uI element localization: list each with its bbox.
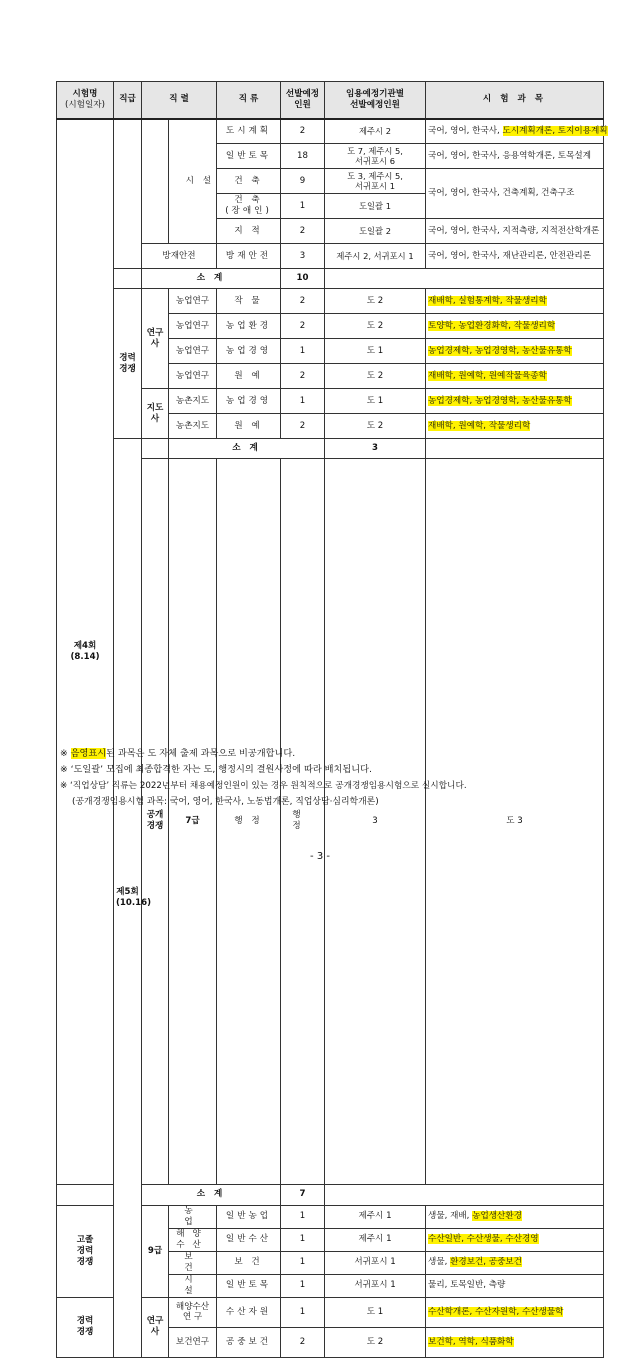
category-cell: 농촌지도 [169,389,217,414]
subject-text: 재배학, 실험통계학, 작물생리학 [428,295,547,306]
table-row [57,119,604,144]
subjects-cell [426,1228,604,1251]
agency-cell: 제주시 2, 서귀포시 1 [325,244,426,269]
class-cell: 도시계획 [217,119,281,144]
agency-cell: 도 3 [426,459,604,1185]
subtotal-value: 3 [325,439,426,459]
subject-text: 농업경제학, 농업경영학, 농산물유통학 [428,345,572,356]
subject-text: 환경보건, 공중보건 [450,1257,522,1267]
class-cell: 원 예 [217,414,281,439]
planned-cell: 2 [281,119,325,144]
agency-cell: 도 1 [325,1297,426,1327]
exam-name: 제4회 (8.14) [57,119,114,1185]
class-cell: 건 축 (장애인) [217,194,281,219]
agency-cell: 서귀포시 1 [325,1251,426,1274]
class-cell: 농업경영 [217,339,281,364]
subject-text: 국어, 영어, 한국사, 지적측량, 지적전산학개론 [428,225,600,236]
class-cell: 수산자원 [217,1297,281,1327]
note-3: ※ ‘직업상담’ 직류는 2022년부터 채용예정인원이 있는 경우 원칙적으로 공개경쟁임용시험으로 실시합니다. [60,781,467,791]
subjects-cell [426,389,604,414]
category-cell: 농업연구 [169,314,217,339]
note-4: (공개경쟁임용시험 과목: 국어, 영어, 한국사, 노동법개론, 직업상담·심리학개론) [72,797,379,807]
subjects-cell [426,119,608,144]
planned-cell: 2 [281,1327,325,1357]
subtotal-value: 7 [281,1184,325,1205]
subjects-cell [426,289,604,314]
category-cell: 해양수산 연 구 [169,1297,217,1327]
subjects-cell [426,244,604,269]
subjects-cell [426,314,604,339]
header-planned: 선발예정 인원 [281,82,325,119]
planned-cell: 1 [281,1274,325,1297]
planned-cell: 3 [281,244,325,269]
subjects-cell [426,1297,604,1327]
agency-cell: 도일괄 1 [325,194,426,219]
subject-text: 생물, [428,1257,451,1267]
planned-cell: 2 [281,219,325,244]
subject-text: 물리, 토목일반, 측량 [428,1280,506,1290]
planned-cell: 1 [281,1297,325,1327]
category-cell: 보건연구 [169,1327,217,1357]
planned-cell: 2 [281,314,325,339]
grade-cell [142,439,169,459]
agency-cell: 도 2 [325,289,426,314]
career-label: 경력 경쟁 [114,289,142,439]
grade-label: 9급 [142,1205,169,1297]
subjects-cell [426,219,604,244]
exam-table [56,81,608,1358]
planned-cell: 2 [281,414,325,439]
planned-cell: 1 [281,1205,325,1228]
class-cell: 일반토목 [217,1274,281,1297]
grade-label: 연구사 [142,1297,169,1357]
career-label: 고졸 경력 경쟁 [57,1205,114,1297]
agency-cell: 도 2 [325,314,426,339]
subject-text: 수산학개론, 수산자원학, 수산생물학 [428,1306,564,1317]
subtotal-label: 소 계 [169,439,325,459]
planned-cell: 1 [281,1228,325,1251]
subject-text: 국어, 영어, 한국사, 응용역학개론, 토목설계 [428,150,591,161]
grade-cell [114,269,142,289]
agency-cell: 도 1 [325,339,426,364]
class-cell: 보 건 [217,1251,281,1274]
category-cell: 농 업 [169,1205,217,1228]
planned-cell: 1 [281,1251,325,1274]
career-label: 경력 경쟁 [57,1297,114,1357]
header-row [57,82,604,119]
agency-cell: 제주시 1 [325,1228,426,1251]
subjects-cell [426,1251,604,1274]
agency-cell: 도일괄 2 [325,219,426,244]
category-cell: 행 정 [217,459,281,1185]
class-cell: 지 적 [217,219,281,244]
header-agency: 임용예정기관별 선발예정인원 [325,82,426,119]
header-exam: 시험명 (시험일자) [57,82,114,119]
subject-text: 농업생산환경 [472,1211,522,1221]
subject-text: 재배학, 원예학, 작물생리학 [428,420,531,431]
agency-cell: 도 3, 제주시 5, 서귀포시 1 [325,169,426,194]
category-cell: 해양수산 [169,1228,217,1251]
planned-cell: 1 [281,389,325,414]
agency-cell: 도 2 [325,414,426,439]
category-cell: 시 설 [169,1274,217,1297]
table-row [57,289,604,314]
subjects-cell [426,1274,604,1297]
class-cell: 방재안전 [217,244,281,269]
open-label: 공개 경쟁 [142,459,169,1185]
agency-cell: 도 7, 제주시 5, 서귀포시 6 [325,144,426,169]
class-cell: 작 물 [217,289,281,314]
subtotal-row [57,269,604,289]
subject-text: 생물, 재배, [428,1211,473,1221]
header-grade: 직급 [114,82,142,119]
planned-cell: 2 [281,289,325,314]
subtotal-row [57,439,604,459]
category-cell: 농업연구 [169,364,217,389]
category-label: 시 설 [169,119,217,244]
class-cell: 농업환경 [217,314,281,339]
empty-cell [426,439,604,459]
header-subjects: 시 험 과 목 [426,82,604,119]
header-category: 직 렬 [142,82,217,119]
subjects-cell [426,169,604,219]
category-label: 방재안전 [142,244,217,269]
subjects-cell [426,144,604,169]
grade-label: 지도사 [142,389,169,439]
agency-cell: 제주시 2 [325,119,426,144]
grade-label: 7급 [169,459,217,1185]
class-cell: 원 예 [217,364,281,389]
subject-text: 수산일반, 수산생물, 수산경영 [428,1234,539,1244]
subject-text: 국어, 영어, 한국사, 건축계획, 건축구조 [428,188,575,198]
planned-cell: 18 [281,144,325,169]
subjects-cell [426,1205,604,1228]
subtotal-value: 10 [281,269,325,289]
category-cell: 농업연구 [169,289,217,314]
grade-cell [57,1184,114,1205]
subjects-cell [426,364,604,389]
grade-cell [114,119,142,269]
subject-text: 국어, 영어, 한국사, 재난관리론, 안전관리론 [428,250,591,261]
class-cell: 농업경영 [217,389,281,414]
empty-cell [325,269,604,289]
exam-name: 제5회 (10.16) [114,439,142,1358]
category-cell: 농업연구 [169,339,217,364]
page-number: - 3 - [310,851,330,862]
planned-cell: 1 [281,339,325,364]
subtotal-label: 소 계 [142,1184,281,1205]
class-cell: 일반수산 [217,1228,281,1251]
category-cell [142,119,169,244]
subject-text: 재배학, 원예학, 원예작물육종학 [428,370,547,381]
agency-cell: 도 2 [325,1327,426,1357]
subtotal-label: 소 계 [142,269,281,289]
subjects-cell [426,339,604,364]
class-cell: 건 축 [217,169,281,194]
subject-text: 보건학, 역학, 식품화학 [428,1336,514,1347]
subject-text: 토양학, 농업환경화학, 작물생리학 [428,320,556,331]
grade-label: 연구사 [142,289,169,389]
header-class: 직 류 [217,82,281,119]
notes [60,746,620,810]
planned-cell: 2 [281,364,325,389]
subject-text: 도시계획개론, 토지이용계획 [502,125,608,136]
category-cell: 보 건 [169,1251,217,1274]
class-cell: 행 정 [281,459,325,1185]
class-cell: 일반농업 [217,1205,281,1228]
agency-cell: 제주시 1 [325,1205,426,1228]
agency-cell: 서귀포시 1 [325,1274,426,1297]
empty-cell [325,1184,604,1205]
class-cell: 일반토목 [217,144,281,169]
planned-cell: 9 [281,169,325,194]
note-1: ※ 음영표시된 과목은 도 자체 출제 과목으로 비공개합니다. [60,748,296,759]
agency-cell: 도 2 [325,364,426,389]
subjects-cell [426,414,604,439]
subject-text: 농업경제학, 농업경영학, 농산물유통학 [428,395,572,406]
note-2: ※ ‘도일괄’ 모집에 최종합격한 자는 도, 행정시의 결원사정에 따라 배치됩니다. [60,764,372,775]
subjects-cell [426,1327,604,1357]
planned-cell: 3 [325,459,426,1185]
agency-cell: 도 1 [325,389,426,414]
class-cell: 공중보건 [217,1327,281,1357]
subject-text: 국어, 영어, 한국사, [428,125,503,136]
category-cell: 농촌지도 [169,414,217,439]
planned-cell: 1 [281,194,325,219]
